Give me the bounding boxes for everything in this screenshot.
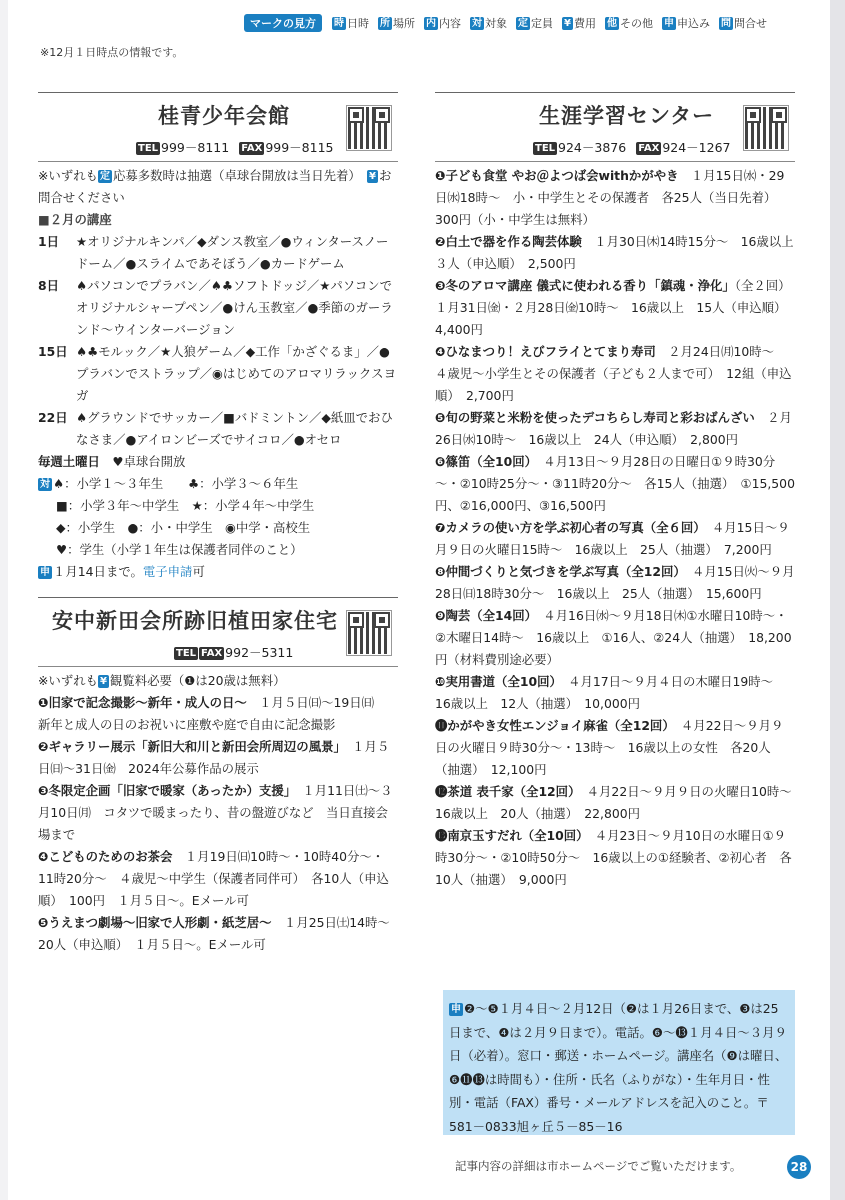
page-number: 28	[787, 1155, 811, 1179]
schedule-day: 22日 ♠グラウンドでサッカー／■バドミントン／◆紙皿でおひなさま／●アイロンビーズでサイコロ／●オセロ	[38, 410, 393, 447]
target-line: 対 ♠：小学１～３年生 ♣：小学３～６年生	[40, 476, 299, 491]
apply-line: 申 １月14日まで。電子申請可	[40, 564, 205, 579]
qr-code-icon[interactable]	[346, 105, 392, 151]
legend-item: 内 内容	[426, 17, 461, 30]
target-line: ■：小学３年～中学生 ★：小学４年～中学生	[56, 498, 315, 513]
facility-title: 生涯学習センター	[539, 104, 715, 128]
e-application-link[interactable]: 電子申請	[142, 564, 193, 579]
right-column	[435, 92, 806, 891]
event-item: ❹こどものためのお茶会 １月19日㈰10時～・10時40分～・11時20分～ ４歳児～中学生（保護者同伴可） 各10人（申込順） 100円 １月５日～。Eメール可	[38, 849, 389, 908]
qr-code-icon[interactable]	[743, 105, 789, 151]
event-item: ❺うえまつ劇場～旧家で人形劇・紙芝居～ １月25日㈯14時～ 20人（申込順） １月５日～。Eメール可	[38, 915, 403, 952]
target-line: ◆：小学生 ●：小・中学生 ◉中学・高校生	[56, 520, 311, 535]
intro-note: ※いずれも ¥ 観覧料必要（❶は20歳は無料）	[38, 673, 286, 688]
fax-icon: FAX	[638, 143, 660, 154]
legend-item: ¥ 費用	[564, 17, 596, 30]
phone-line: TEL FAX 992－5311	[176, 645, 294, 660]
mark-legend	[244, 14, 804, 32]
weekly-line: 毎週土曜日 ♥卓球台開放	[38, 454, 186, 469]
legend-item: 所 場所	[380, 17, 415, 30]
page-edge	[830, 0, 845, 1200]
application-box: 申 ❷～❺１月４日～２月12日（❷は１月26日まで、❸は25日まで、❹は２月９日まで）。電話。❻～⓭１月４日～３月９日（必着）。窓口・郵送・ホームページ。講座名（❾は曜日、❻⓫⓭は時間も）・住所・氏名（ふりがな）・生年月日・性別・電話（FAX）番号・メールアドレスを記入のこと。〒581－0833旭ヶ丘５－85－16	[443, 990, 795, 1135]
month-heading: ■２月の講座	[38, 212, 112, 227]
event-item: ❼カメラの使い方を学ぶ初心者の写真（全６回） ４月15日～９月９日の火曜日15時～ 16歳以上 25人（抽選） 7,200円	[435, 520, 790, 557]
shogai-header	[435, 93, 795, 161]
event-item: ❷ギャラリー展示「新旧大和川と新田会所周辺の風景」 １月５日㈰～31日㈮ 2024年公募作品の展示	[38, 739, 390, 776]
uedake-header	[38, 598, 398, 666]
event-item: ❽仲間づくりと気づきを学ぶ写真（全12回） ４月15日㈫～９月28日㈰18時30分～ 16歳以上 25人（抽選） 15,600円	[435, 564, 795, 601]
event-item: ❷白土で器を作る陶芸体験 １月30日㈭14時15分～ 16歳以上 ３人（申込順） 2,500円	[435, 234, 806, 271]
footer-note: 記事内容の詳細は市ホームページでご覧いただけます。	[455, 1159, 742, 1173]
schedule-day: 8日 ♠パソコンでプラバン／♠♣ソフトドッジ／★パソコンでオリジナルシャープペン／●けん玉教室／●季節のガーランド～ウインターバージョン	[38, 278, 393, 337]
legend-item: 他 その他	[606, 17, 653, 30]
legend-item: 問 問合せ	[720, 17, 767, 30]
target-line: ♥：学生（小学１年生は保護者同伴のこと）	[56, 542, 303, 557]
event-item: ❿実用書道（全10回） ４月17日～９月４日の木曜日19時～ 16歳以上 12人（抽選） 10,000円	[435, 674, 786, 711]
tel-icon: TEL	[176, 648, 197, 659]
event-item: ❺旬の野菜と米粉を使ったデコちらし寿司と彩おばんざい ２月26日㈬10時～ 16歳以上 24人（申込順） 2,800円	[435, 410, 792, 447]
event-item: ❸冬限定企画「旧家で暖家（あったか）支援」 １月11日㈯～３月10日㈪ コタツで暖まったり、昔の盤遊びなど 当日直接会場まで	[38, 783, 393, 842]
legend-item: 申 申込み	[663, 17, 710, 30]
fax-icon: FAX	[241, 143, 263, 154]
event-item: ⓫かがやき女性エンジョイ麻雀（全12回） ４月22日～９月９日の火曜日９時30分～・13時～ 16歳以上の女性 各20人（抽選） 12,100円	[435, 718, 784, 777]
event-item: ❹ひなまつり！えびフライとてまり寿司 ２月24日㈪10時～ ４歳児～小学生とその保護者（子ども２人まで可） 12組（申込順） 2,700円	[435, 344, 792, 403]
event-item: ❾陶芸（全14回） ４月16日㈬～９月18日㈭①水曜日10時～・②木曜日14時～ 16歳以上 ①16人、②24人（抽選） 18,200円（材料費別途必要）	[435, 608, 792, 667]
event-item: ❶旧家で記念撮影～新年・成人の日～ １月５日㈰～19日㈰ 新年と成人の日のお祝いに座敷や庭で自由に記念撮影	[38, 695, 387, 732]
fax-icon: FAX	[201, 648, 223, 659]
keisei-header	[38, 93, 398, 161]
qr-code-icon[interactable]	[346, 610, 392, 656]
legend-title: マークの見方	[244, 14, 322, 32]
tel-icon: TEL	[138, 143, 159, 154]
legend-item: 時 日時	[334, 17, 369, 30]
legend-item: 定 定員	[518, 17, 553, 30]
intro-note: ※いずれも 定 応募多数時は抽選（卓球台開放は当日先着） ¥ お問合せください	[38, 168, 392, 205]
phone-line: TEL 924－3876 FAX 924－1267	[535, 140, 731, 155]
schedule-day: 1日 ★オリジナルキンパ／◆ダンス教室／●ウィンタースノードーム／●スライムであそぼう／●カードゲーム	[38, 234, 389, 271]
facility-title: 安中新田会所跡旧植田家住宅	[52, 609, 338, 633]
info-date-note: ※12月１日時点の情報です。	[40, 46, 184, 59]
facility-title: 桂青少年会館	[158, 104, 290, 128]
legend-item: 対 対象	[472, 17, 507, 30]
event-item: ⓬茶道 表千家（全12回） ４月22日～９月９日の火曜日10時～ 16歳以上 20人（抽選） 22,800円	[435, 784, 805, 821]
event-item: ❻篠笛（全10回） ４月13日～９月28日の日曜日①９時30分～・②10時25分～・③11時20分～ 各15人（抽選） ①15,500円、②16,000円、③16,500円	[435, 454, 795, 513]
apply-tag: 申	[451, 1004, 461, 1015]
event-item: ❶子ども食堂 やお＠よつば会withかがやき １月15日㈬・29日㈬18時～ 小・中学生とその保護者 各25人（当日先着） 300円（小・中学生は無料）	[435, 168, 785, 227]
phone-line: TEL 999－8111 FAX 999－8115	[138, 140, 334, 155]
event-item: ❸冬のアロマ講座 儀式に使われる香り「鎮魂・浄化」（全２回） １月31日㈮・２月28日㈮10時～ 16歳以上 15人（申込順） 4,400円	[435, 278, 797, 337]
event-item: ⓭南京玉すだれ（全10回） ４月23日～９月10日の水曜日①９時30分～・②10時50分～ 16歳以上の①経験者、②初心者 各10人（抽選） 9,000円	[435, 828, 792, 887]
tel-icon: TEL	[535, 143, 556, 154]
schedule-day: 15日 ♠♣モルック／★人狼ゲーム／◆工作「かざぐるま」／●プラバンでストラップ／◉はじめてのアロマリラックスヨガ	[38, 344, 396, 403]
left-column	[38, 92, 403, 956]
